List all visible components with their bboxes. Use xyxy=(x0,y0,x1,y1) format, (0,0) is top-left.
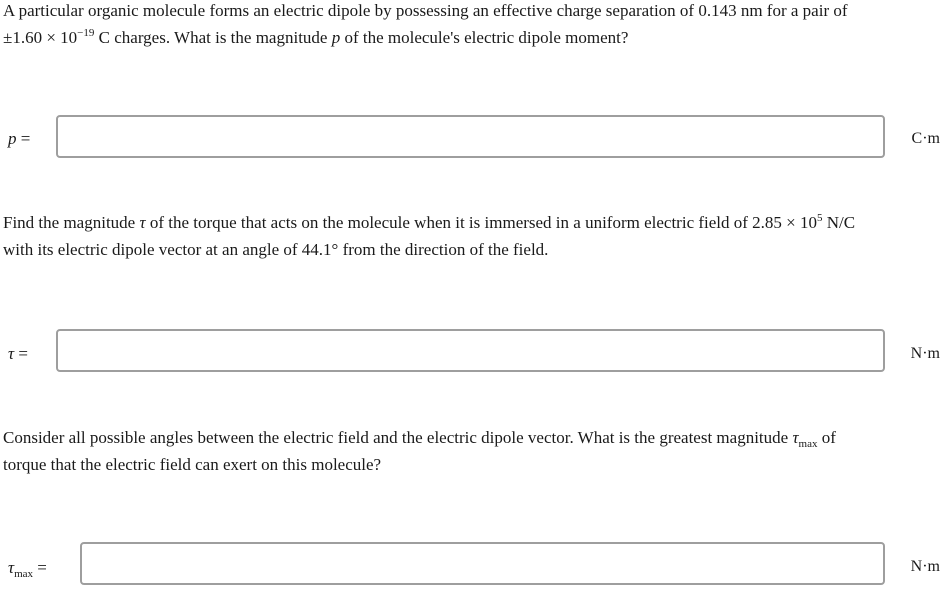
q3-symbol: τ xyxy=(792,428,799,447)
tau-unit: N·m xyxy=(910,345,940,362)
tau-max-answer-label xyxy=(8,558,47,578)
q1-exponent: −19 xyxy=(77,27,95,39)
tau-answer-label xyxy=(8,344,28,364)
p-answer-label xyxy=(8,129,30,149)
question-3-text xyxy=(3,424,933,478)
tau-max-label-eq: = xyxy=(33,558,47,577)
q1-text-c: C charges. What is the magnitude xyxy=(94,28,332,47)
tau-max-label-subscript: max xyxy=(14,568,34,580)
q3-text-c: torque that the electric field can exert on this molecule? xyxy=(3,455,382,474)
q2-text-b: of the torque that acts on the molecule when it is immersed in a uniform electric field of 2.85 × 10 xyxy=(145,213,818,232)
p-answer-input[interactable] xyxy=(56,115,885,158)
q3-subscript: max xyxy=(798,438,818,450)
q3-text-b: of xyxy=(817,428,836,447)
q2-symbol: τ xyxy=(139,213,146,232)
q2-text-a: Find the magnitude xyxy=(3,213,140,232)
tau-max-unit: N·m xyxy=(910,558,940,575)
tau-label-symbol: τ xyxy=(8,344,15,363)
q2-exponent: 5 xyxy=(817,212,823,224)
q3-text-a: Consider all possible angles between the electric field and the electric dipole vector. What is the greatest magnitude xyxy=(3,428,793,447)
question-1-text xyxy=(3,0,933,51)
p-label-symbol: p xyxy=(8,129,17,148)
q1-text-d: of the molecule's electric dipole moment? xyxy=(340,28,629,47)
p-unit: C·m xyxy=(911,130,940,147)
tau-max-label-symbol: τ xyxy=(8,558,15,577)
q2-text-c: N/C xyxy=(822,213,856,232)
tau-answer-input[interactable] xyxy=(56,329,885,372)
tau-max-answer-input[interactable] xyxy=(80,542,885,585)
q1-text-a: A particular organic molecule forms an electric dipole by possessing an effective charge separation of 0.143 nm for a pair of xyxy=(3,1,848,20)
tau-label-eq: = xyxy=(14,344,28,363)
q2-text-d: with its electric dipole vector at an angle of 44.1° from the direction of the field. xyxy=(3,240,549,259)
question-2-text xyxy=(3,209,933,263)
q1-text-b: ±1.60 × 10 xyxy=(3,28,78,47)
p-label-eq: = xyxy=(16,129,31,148)
q1-symbol: p xyxy=(331,28,341,47)
